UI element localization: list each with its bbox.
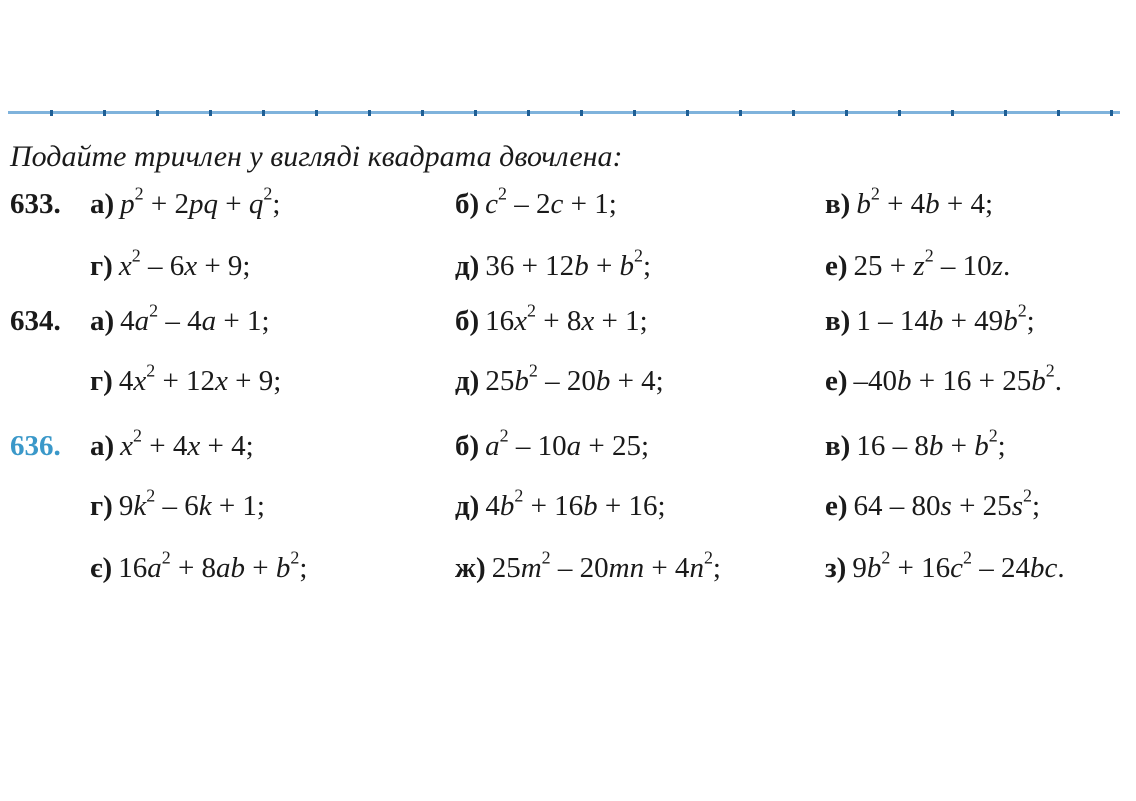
item-expression: $25 + z^2 - 10z$. bbox=[853, 245, 1011, 282]
exercise-number: 636. bbox=[10, 430, 61, 462]
item-expression: $x^2 - 6x + 9$; bbox=[118, 245, 251, 282]
rule-tick bbox=[50, 110, 53, 116]
item-expression: $64 - 80s + 25s^2$; bbox=[853, 485, 1041, 522]
item-expression: $36 + 12b + b^2$; bbox=[485, 245, 652, 282]
exercise-item bbox=[455, 547, 721, 596]
item-expression: $c^2 - 2c + 1$; bbox=[485, 183, 617, 220]
item-label: б) bbox=[455, 305, 480, 337]
exercise-item bbox=[455, 245, 652, 294]
item-label: д) bbox=[455, 250, 480, 282]
item-expression: $16 - 8b + b^2$; bbox=[856, 425, 1006, 462]
item-label: г) bbox=[90, 490, 113, 522]
rule-tick bbox=[739, 110, 742, 116]
header-rule-ticks bbox=[8, 110, 1120, 116]
item-expression: $9b^2 + 16c^2 - 24bc$. bbox=[852, 547, 1065, 584]
item-expression: $x^2 + 4x + 4$; bbox=[120, 425, 254, 462]
item-expression: $16x^2 + 8x + 1$; bbox=[485, 300, 648, 337]
item-label: а) bbox=[90, 188, 115, 220]
exercise-item bbox=[455, 183, 617, 232]
exercise-item bbox=[825, 183, 994, 232]
rule-tick bbox=[792, 110, 795, 116]
exercise-item bbox=[90, 183, 281, 232]
rule-tick bbox=[474, 110, 477, 116]
rule-tick bbox=[368, 110, 371, 116]
item-label: а) bbox=[90, 305, 115, 337]
exercise-item bbox=[90, 245, 251, 294]
rule-tick bbox=[103, 110, 106, 116]
exercise-item bbox=[825, 547, 1065, 596]
rule-tick bbox=[1110, 110, 1113, 116]
item-label: е) bbox=[825, 250, 848, 282]
rule-tick bbox=[951, 110, 954, 116]
rule-tick bbox=[686, 110, 689, 116]
item-label: з) bbox=[825, 552, 847, 584]
instruction-text: Подайте тричлен у вигляді квадрата двочлена: bbox=[10, 140, 623, 173]
exercise-item bbox=[825, 485, 1041, 534]
exercise-item bbox=[90, 425, 254, 474]
rule-tick bbox=[633, 110, 636, 116]
exercise-item bbox=[455, 360, 664, 409]
item-label: д) bbox=[455, 365, 480, 397]
item-label: в) bbox=[825, 430, 851, 462]
item-expression: $b^2 + 4b + 4$; bbox=[856, 183, 994, 220]
rule-tick bbox=[209, 110, 212, 116]
item-label: д) bbox=[455, 490, 480, 522]
exercise-item bbox=[825, 425, 1006, 474]
item-label: г) bbox=[90, 365, 113, 397]
exercise-item bbox=[455, 485, 666, 534]
exercise-number: 634. bbox=[10, 305, 61, 337]
item-expression: $4a^2 - 4a + 1$; bbox=[120, 300, 270, 337]
rule-tick bbox=[421, 110, 424, 116]
item-label: б) bbox=[455, 430, 480, 462]
rule-tick bbox=[315, 110, 318, 116]
item-expression: $9k^2 - 6k + 1$; bbox=[118, 485, 265, 522]
rule-tick bbox=[1057, 110, 1060, 116]
item-expression: $4x^2 + 12x + 9$; bbox=[118, 360, 282, 397]
exercise-item bbox=[90, 360, 282, 409]
exercise-item bbox=[90, 300, 270, 349]
item-expression: $1 - 14b + 49b^2$; bbox=[856, 300, 1035, 337]
exercise-item bbox=[90, 485, 265, 534]
item-expression: $a^2 - 10a + 25$; bbox=[485, 425, 650, 462]
exercise-item bbox=[455, 300, 648, 349]
rule-tick bbox=[580, 110, 583, 116]
item-label: е) bbox=[825, 490, 848, 522]
item-label: а) bbox=[90, 430, 115, 462]
exercise-item bbox=[825, 300, 1035, 349]
item-label: б) bbox=[455, 188, 480, 220]
item-label: ж) bbox=[455, 552, 486, 584]
rule-tick bbox=[156, 110, 159, 116]
exercise-item bbox=[455, 425, 650, 474]
item-expression: $-40b + 16 + 25b^2$. bbox=[853, 360, 1062, 397]
rule-tick bbox=[845, 110, 848, 116]
item-expression: $16a^2 + 8ab + b^2$; bbox=[118, 547, 308, 584]
exercise-item bbox=[825, 360, 1062, 409]
rule-tick bbox=[527, 110, 530, 116]
rule-tick bbox=[262, 110, 265, 116]
item-expression: $25m^2 - 20mn + 4n^2$; bbox=[491, 547, 721, 584]
exercise-item bbox=[825, 245, 1011, 294]
item-label: е) bbox=[825, 365, 848, 397]
exercise-item bbox=[90, 547, 308, 596]
item-expression: $4b^2 + 16b + 16$; bbox=[485, 485, 666, 522]
item-expression: $25b^2 - 20b + 4$; bbox=[485, 360, 664, 397]
rule-tick bbox=[898, 110, 901, 116]
rule-tick bbox=[1004, 110, 1007, 116]
item-label: в) bbox=[825, 305, 851, 337]
exercise-number: 633. bbox=[10, 188, 61, 220]
item-expression: $p^2 + 2pq + q^2$; bbox=[120, 183, 281, 220]
item-label: г) bbox=[90, 250, 113, 282]
item-label: в) bbox=[825, 188, 851, 220]
item-label: є) bbox=[90, 552, 113, 584]
